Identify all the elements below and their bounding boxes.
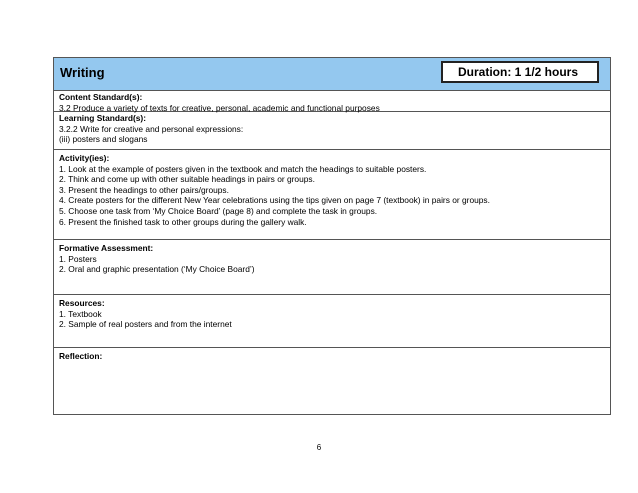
activity-item: 2. Think and come up with other suitable headings in pairs or groups.: [59, 174, 315, 185]
resources-section: [54, 295, 610, 348]
formative-assessment-section: [54, 240, 610, 295]
lesson-plan-table: [53, 57, 611, 415]
learning-standard-line: 3.2.2 Write for creative and personal expressions:: [59, 123, 244, 134]
lesson-skill-title: Writing: [60, 65, 105, 80]
resource-item: 1. Textbook: [59, 308, 102, 319]
page-number: 6: [316, 443, 322, 452]
activity-item: 4. Create posters for the different New Year celebrations using the tips given on page 7 (textbook) in pairs or groups.: [59, 195, 490, 206]
activities-heading: Activity(ies):: [59, 153, 110, 163]
content-standard-heading: Content Standard(s):: [59, 92, 143, 102]
duration-box: Duration: 1 1/2 hours: [441, 61, 599, 83]
activity-item: 3. Present the headings to other pairs/groups.: [59, 184, 229, 195]
content-standard-line: 3.2 Produce a variety of texts for creative, personal, academic and functional purposes: [59, 102, 380, 113]
activities-section: [54, 150, 610, 240]
activity-item: 1. Look at the example of posters given in the textbook and match the headings to suitable posters.: [59, 163, 427, 174]
activity-item: 6. Present the finished task to other groups during the gallery walk.: [59, 216, 307, 227]
resource-item: 2. Sample of real posters and from the internet: [59, 319, 232, 330]
learning-standard-line: (iii) posters and slogans: [59, 134, 148, 145]
content-standard-section: [54, 91, 610, 112]
formative-assessment-item: 2. Oral and graphic presentation (‘My Choice Board’): [59, 264, 255, 275]
formative-assessment-item: 1. Posters: [59, 253, 97, 264]
reflection-section: [54, 348, 610, 414]
activity-item: 5. Choose one task from ‘My Choice Board’ (page 8) and complete the task in groups.: [59, 205, 378, 216]
reflection-heading: Reflection:: [59, 351, 103, 361]
learning-standard-section: [54, 112, 610, 150]
resources-heading: Resources:: [59, 298, 105, 308]
learning-standard-heading: Learning Standard(s):: [59, 113, 147, 123]
formative-assessment-heading: Formative Assessment:: [59, 243, 154, 253]
lesson-header: [54, 58, 610, 91]
